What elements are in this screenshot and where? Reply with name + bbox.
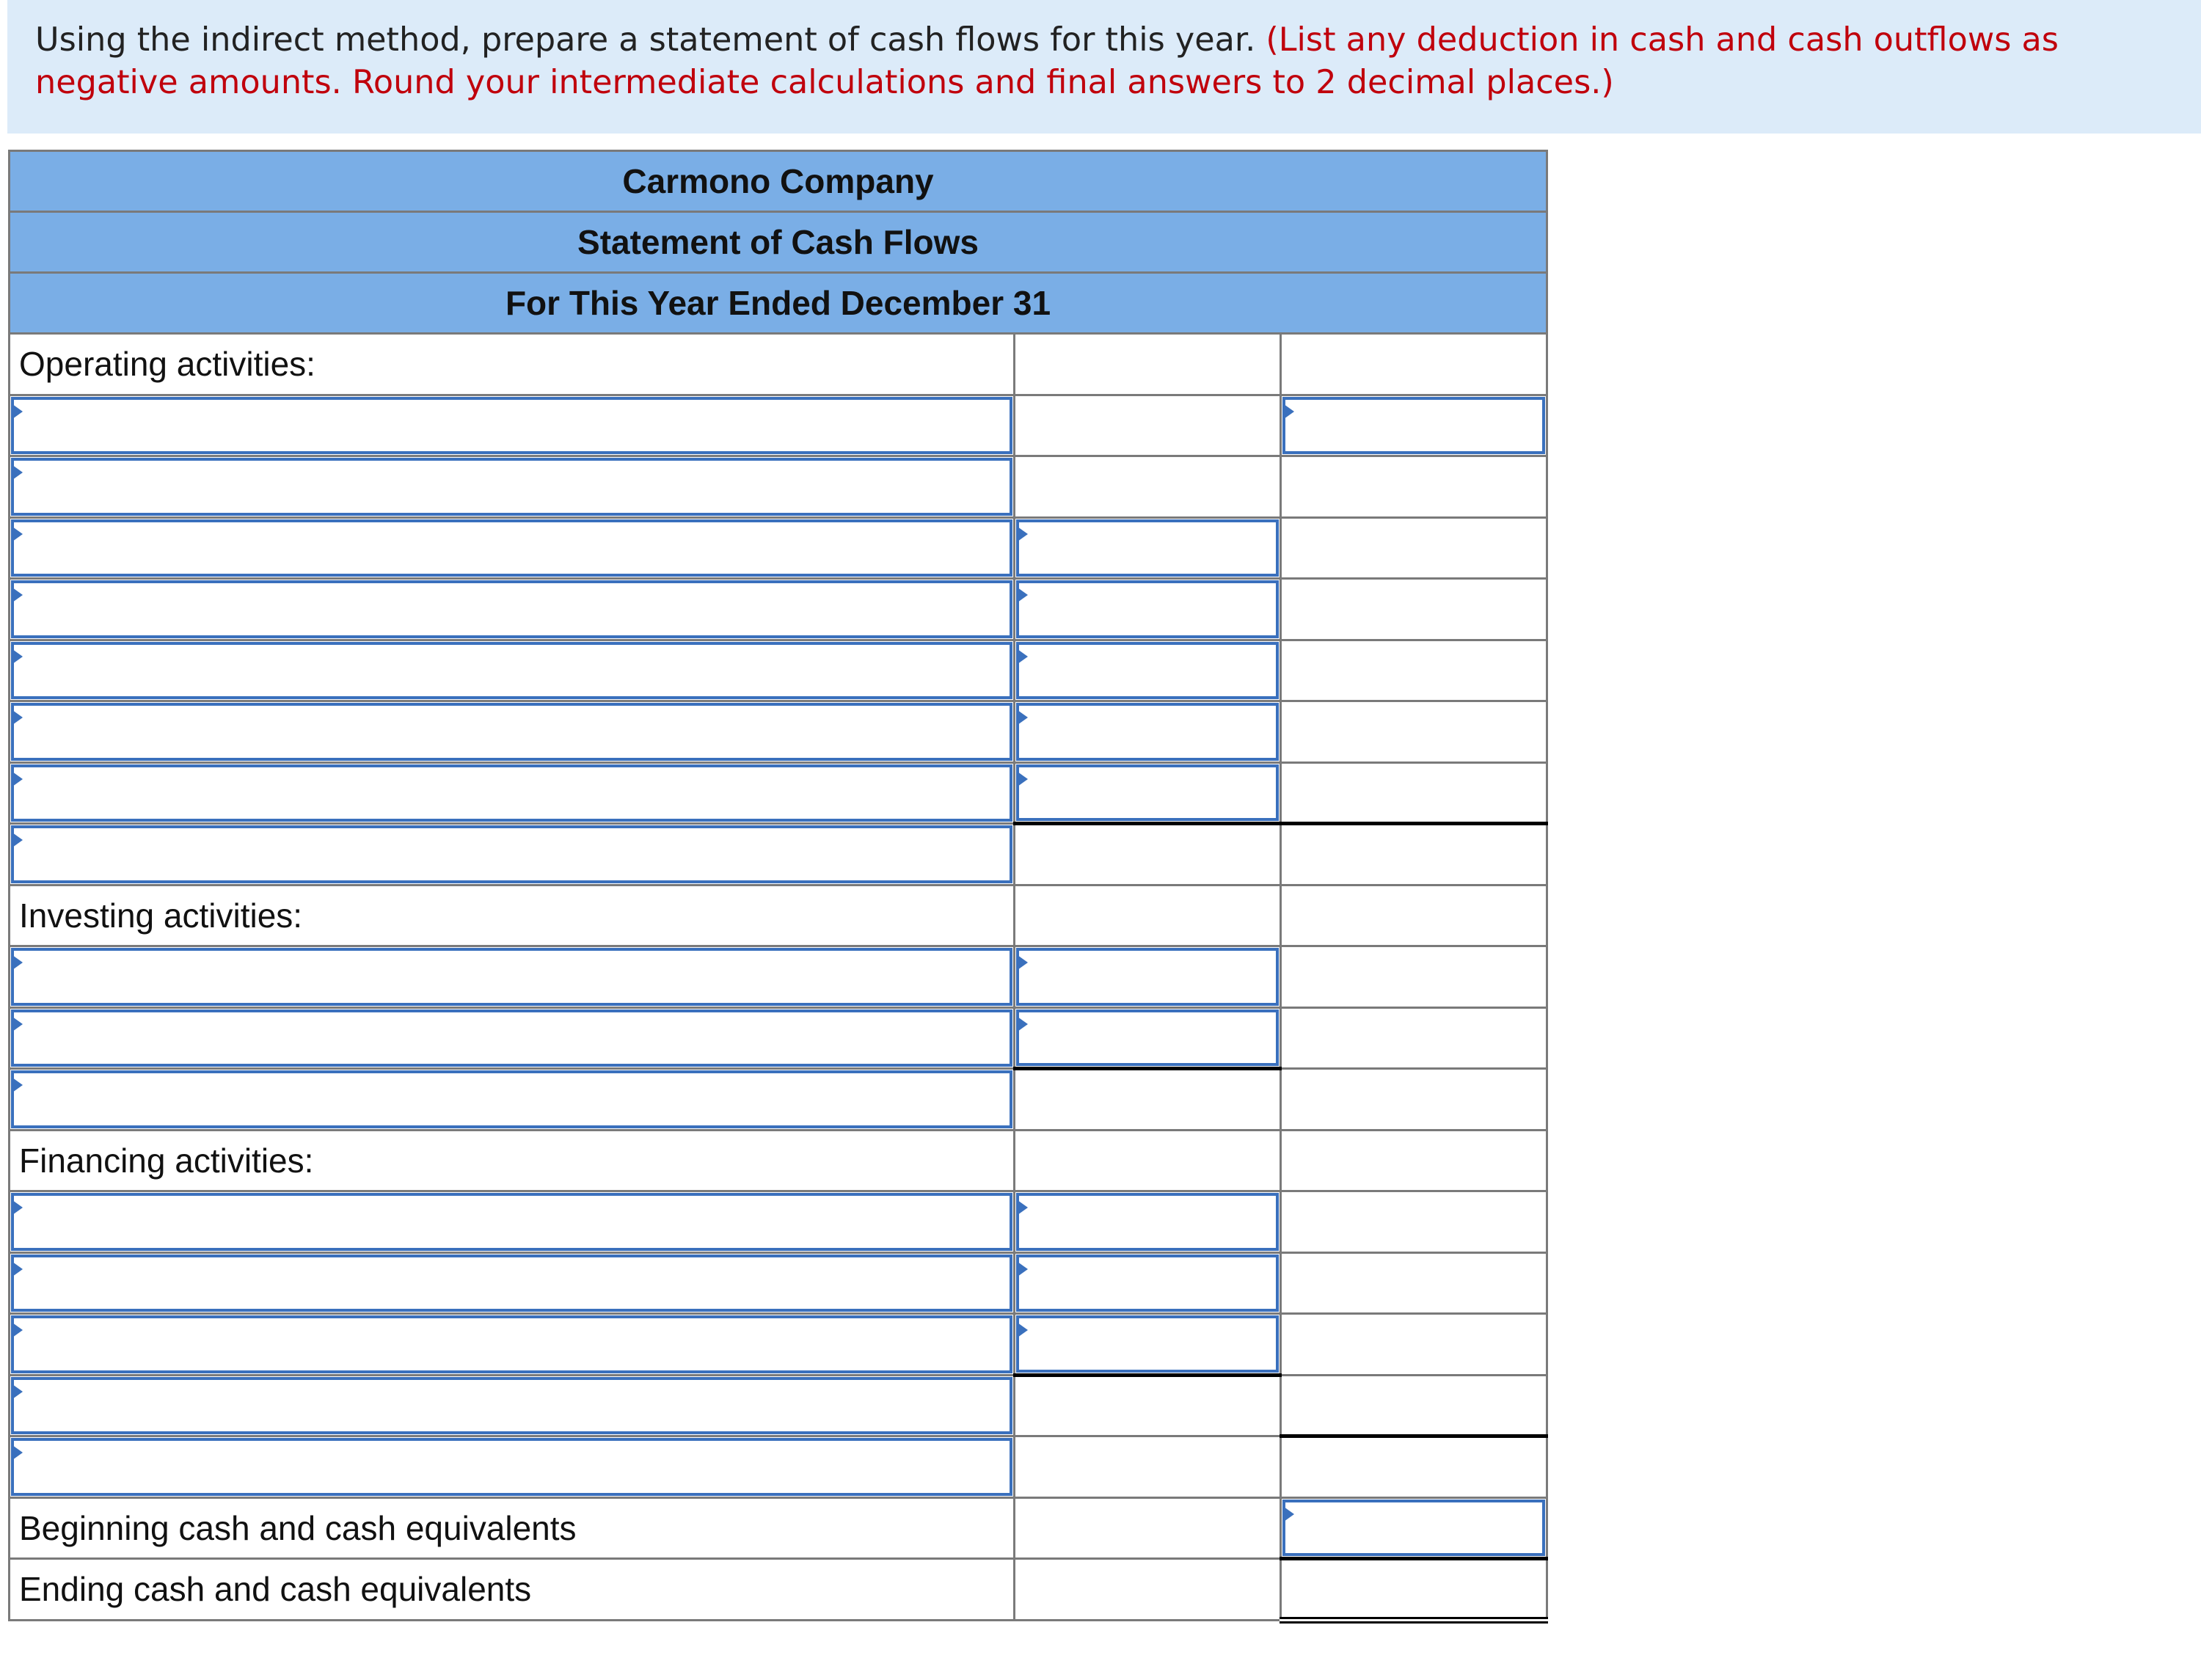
cell-col2[interactable] — [1015, 701, 1281, 763]
cell-col1[interactable] — [10, 1375, 1015, 1436]
table-row — [10, 1191, 1547, 1253]
amount-input[interactable] — [1016, 1193, 1279, 1251]
description-dropdown-input[interactable] — [11, 642, 1012, 700]
cell-col2[interactable] — [1015, 762, 1281, 824]
cell-col1[interactable] — [10, 640, 1015, 701]
section-row — [10, 1559, 1547, 1621]
cell-col1[interactable] — [10, 456, 1015, 518]
row-label: Investing activities: — [19, 896, 303, 935]
description-dropdown-input[interactable] — [11, 458, 1012, 516]
cell-col3 — [1281, 824, 1547, 885]
instructions-banner — [7, 0, 2201, 134]
cell-col3 — [1281, 456, 1547, 518]
description-dropdown-input[interactable] — [11, 1070, 1012, 1128]
amount-input[interactable] — [1016, 703, 1279, 761]
cell-col2 — [1015, 1069, 1281, 1131]
row-label: Beginning cash and cash equivalents — [19, 1508, 577, 1547]
cell-col2[interactable] — [1015, 579, 1281, 640]
cell-col1[interactable] — [10, 1314, 1015, 1376]
cell-col2[interactable] — [1015, 1314, 1281, 1376]
cell-col2 — [1015, 334, 1281, 395]
cell-col2 — [1015, 456, 1281, 518]
cell-col3 — [1281, 579, 1547, 640]
cell-col2[interactable] — [1015, 640, 1281, 701]
amount-input[interactable] — [1016, 1315, 1279, 1373]
amount-input[interactable] — [1016, 642, 1279, 700]
table-row — [10, 1069, 1547, 1131]
section-row — [10, 334, 1547, 395]
amount-input[interactable] — [1282, 1500, 1545, 1557]
amount-input[interactable] — [1016, 1254, 1279, 1312]
statement-period: For This Year Ended December 31 — [10, 273, 1547, 334]
row-label: Ending cash and cash equivalents — [19, 1570, 532, 1609]
cell-col2 — [1015, 885, 1281, 946]
cell-col1[interactable] — [10, 1007, 1015, 1069]
statement-title: Statement of Cash Flows — [10, 212, 1547, 273]
cell-col1[interactable] — [10, 579, 1015, 640]
table-row — [10, 1007, 1547, 1069]
amount-input[interactable] — [1282, 397, 1545, 455]
description-dropdown-input[interactable] — [11, 580, 1012, 638]
table-row — [10, 456, 1547, 518]
cell-col3 — [1281, 334, 1547, 395]
cell-col3 — [1281, 701, 1547, 763]
cell-col3 — [1281, 1252, 1547, 1314]
cell-col3 — [1281, 517, 1547, 579]
cell-col2 — [1015, 1436, 1281, 1498]
table-row — [10, 517, 1547, 579]
cell-col1[interactable] — [10, 395, 1015, 456]
cell-col2 — [1015, 824, 1281, 885]
table-row — [10, 640, 1547, 701]
cell-col1 — [10, 1130, 1015, 1191]
row-label: Financing activities: — [19, 1141, 314, 1180]
description-dropdown-input[interactable] — [11, 1315, 1012, 1373]
section-row — [10, 1130, 1547, 1191]
table-row — [10, 762, 1547, 824]
cell-col2 — [1015, 1130, 1281, 1191]
description-dropdown-input[interactable] — [11, 397, 1012, 455]
table-row — [10, 1375, 1547, 1436]
table-row — [10, 1252, 1547, 1314]
cell-col1[interactable] — [10, 517, 1015, 579]
cell-col3 — [1281, 762, 1547, 824]
description-dropdown-input[interactable] — [11, 764, 1012, 822]
cell-col3 — [1281, 1130, 1547, 1191]
instructions-text: Using the indirect method, prepare a statement of cash flows for this year. — [35, 21, 1256, 59]
description-dropdown-input[interactable] — [11, 948, 1012, 1006]
amount-input[interactable] — [1016, 580, 1279, 638]
cell-col1[interactable] — [10, 701, 1015, 763]
table-row — [10, 1314, 1547, 1376]
section-row — [10, 885, 1547, 946]
description-dropdown-input[interactable] — [11, 1254, 1012, 1312]
description-dropdown-input[interactable] — [11, 1438, 1012, 1496]
cell-col3[interactable] — [1281, 1497, 1547, 1559]
cell-col3 — [1281, 946, 1547, 1008]
amount-input[interactable] — [1016, 1009, 1279, 1067]
cell-col1[interactable] — [10, 1436, 1015, 1498]
cell-col2 — [1015, 1375, 1281, 1436]
cell-col2 — [1015, 395, 1281, 456]
company-name: Carmono Company — [10, 151, 1547, 212]
description-dropdown-input[interactable] — [11, 703, 1012, 761]
cell-col2 — [1015, 1497, 1281, 1559]
cell-col2[interactable] — [1015, 1007, 1281, 1069]
cell-col3 — [1281, 1314, 1547, 1376]
cell-col1 — [10, 885, 1015, 946]
cell-col1[interactable] — [10, 1252, 1015, 1314]
cell-col1 — [10, 334, 1015, 395]
table-row — [10, 824, 1547, 885]
amount-input[interactable] — [1016, 948, 1279, 1006]
table-row — [10, 1436, 1547, 1498]
cash-flow-statement-table — [8, 150, 1548, 1624]
description-dropdown-input[interactable] — [11, 1009, 1012, 1067]
cell-col3 — [1281, 1375, 1547, 1436]
cell-col2[interactable] — [1015, 1191, 1281, 1253]
row-label: Operating activities: — [19, 345, 315, 384]
cell-col1[interactable] — [10, 824, 1015, 885]
description-dropdown-input[interactable] — [11, 1377, 1012, 1435]
description-dropdown-input[interactable] — [11, 825, 1012, 883]
section-row — [10, 1497, 1547, 1559]
cell-col2[interactable] — [1015, 1252, 1281, 1314]
cell-col3 — [1281, 1559, 1547, 1621]
cell-col1 — [10, 1559, 1015, 1621]
cell-col1 — [10, 1497, 1015, 1559]
cell-col1[interactable] — [10, 762, 1015, 824]
description-dropdown-input[interactable] — [11, 1193, 1012, 1251]
cell-col3 — [1281, 1191, 1547, 1253]
cell-col3 — [1281, 1069, 1547, 1131]
table-row — [10, 395, 1547, 456]
cell-col3 — [1281, 640, 1547, 701]
cell-col3 — [1281, 1007, 1547, 1069]
cell-col2 — [1015, 1559, 1281, 1621]
table-row — [10, 579, 1547, 640]
cell-col3 — [1281, 1436, 1547, 1498]
cell-col3 — [1281, 885, 1547, 946]
cell-col1[interactable] — [10, 1069, 1015, 1131]
cell-col3[interactable] — [1281, 395, 1547, 456]
table-row — [10, 701, 1547, 763]
table-row — [10, 946, 1547, 1008]
cell-col2[interactable] — [1015, 946, 1281, 1008]
instructions-note: (List any deduction in cash and cash outflows as negative amounts. Round your intermediate calculations and final answers to 2 decimal places.) — [35, 21, 2059, 101]
amount-input[interactable] — [1016, 519, 1279, 577]
description-dropdown-input[interactable] — [11, 519, 1012, 577]
cell-col2[interactable] — [1015, 517, 1281, 579]
amount-input[interactable] — [1016, 764, 1279, 822]
cell-col1[interactable] — [10, 946, 1015, 1008]
cell-col1[interactable] — [10, 1191, 1015, 1253]
